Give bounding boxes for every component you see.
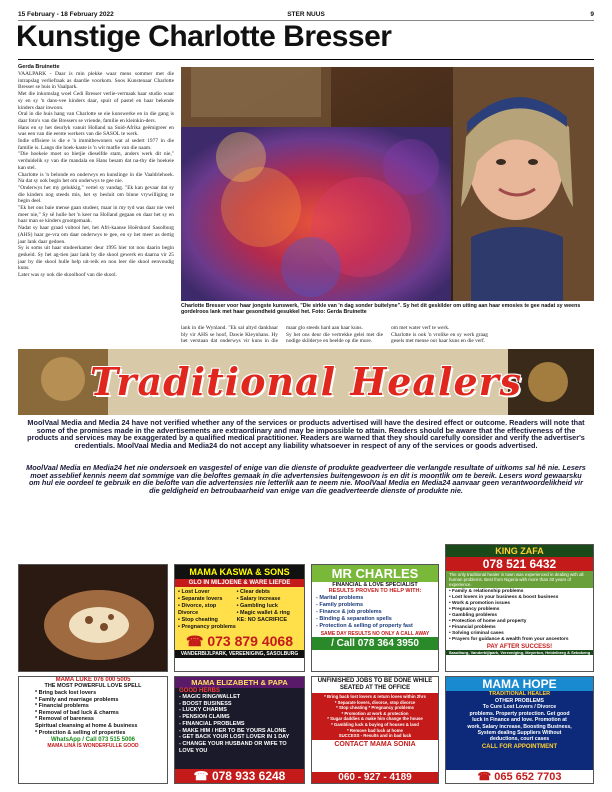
service-item: Spiritual cleansing at home & business bbox=[35, 722, 138, 729]
service-item: SUCCESS - Results and in bad luck bbox=[338, 733, 412, 739]
service-item: * Promotion at work & protection bbox=[341, 710, 409, 716]
article-paragraph: Indie offisiere is die e 'n immitbewoners wat al sedert 1977 in die familie is. Langs die hoek-kaste is 'n wit matfie van die naam. bbox=[18, 138, 174, 151]
kaswa-subtitle: GLO IN MILJOENE & WARE LIEFDE bbox=[175, 579, 304, 587]
article-paragraph: Met die inkomslag woel Cedi Bresser verlie-vermaak haar studio waar sy en sy 'n dans-vee kinders daar, spuit of pastel en haar bekende kinders daar inwoon. bbox=[18, 91, 174, 111]
service-item: - GET BACK YOUR LOST LOVER IN 1 DAY bbox=[179, 734, 290, 741]
luke-subtitle: THE MOST POWERFUL LOVE SPELL bbox=[44, 683, 142, 689]
traditional-healers-banner bbox=[18, 349, 594, 415]
zafa-area: Sasolburg, Vanderbijlpark, Vereeniging, Meyerton, Heidelberg & Sebokeng bbox=[446, 650, 593, 655]
elizabeth-phone[interactable]: ☎ 078 933 6248 bbox=[175, 769, 304, 783]
photo-caption: Charlotte Bresser voor haar jongste kunswerk, "Die sirkle van 'n dag sonder buitelyne". Sy het dit geskilder om uiting aan haar emosies te gee nadat sy weens gordelroos lank met haar gesondheid gesukkel het. Foto: Gerda Bruinette bbox=[181, 303, 581, 316]
service-item: - MAKE HIM / HER TO BE YOURS ALONE bbox=[179, 727, 287, 734]
charles-subtitle: FINANCIAL & LOVE SPECIALIST bbox=[332, 582, 418, 588]
zafa-services bbox=[446, 588, 593, 644]
article-column-2 bbox=[181, 325, 278, 345]
service-item: • Stop cheating bbox=[178, 617, 218, 623]
article-photo bbox=[181, 67, 594, 301]
charles-tag: RESULTS PROVEN TO HELP WITH: bbox=[328, 588, 422, 594]
zafa-intro: The only traditional healer in town was experienced in dealing with all human problems. Best from Nigeria with more than 30 years of experience. bbox=[446, 571, 593, 588]
article-column-3 bbox=[286, 325, 383, 345]
banner-title: Traditional Healers bbox=[89, 359, 523, 404]
service-item: * Protection & selling of properties bbox=[35, 729, 126, 736]
service-item: * Family and marriage problems bbox=[35, 696, 119, 703]
service-item: * Financial problems bbox=[35, 703, 89, 710]
luke-title: MAMA LUKE 076 000 5005 bbox=[55, 677, 131, 683]
ad-mama-hope bbox=[445, 676, 594, 784]
sonia-services bbox=[312, 693, 438, 740]
article-paragraph: Nadat sy haar graad voltooi het, het Afri-kaanse Hoërskool Sasolburg (AHS) haar ge-vra om daar onderwys te gee, en sy het meer as dertig jaar lank daar gedoen. bbox=[18, 225, 174, 245]
service-item: - CHANGE YOUR HUSBAND OR WIFE TO LOVE YOU bbox=[179, 740, 287, 754]
service-item: - Marital problems bbox=[316, 595, 364, 601]
service-item: * Bring back lost lovers & return loves within 2hrs bbox=[324, 694, 426, 699]
service-item: luck in Finance and love. Promotion at bbox=[472, 717, 567, 724]
service-item: * Removal of bareness bbox=[35, 716, 94, 723]
article-paragraph: Oral in die huis hang van Charlotte se eie kunswerke en in die gang is daar foto's van die Bressers se vriende, familie en kleinkin-ders. bbox=[18, 111, 174, 124]
article-paragraph: lank in die Wynland. "Ek sal altyd dankbaar bly vir AHS se hoof, Dawie Kleynhans. Hy het verstaan dat onderwys vir kuns in die bbox=[181, 325, 278, 345]
luke-phone[interactable]: WhatsApp / Call 073 515 5006 bbox=[50, 737, 136, 744]
issue-date: 15 February - 18 February 2022 bbox=[18, 11, 114, 18]
elizabeth-services bbox=[175, 694, 304, 754]
elizabeth-subtitle: GOOD HERBS bbox=[179, 688, 221, 694]
sonia-title: UNFINISHED JOBS TO BE DONE WHILE SEATED AT THE OFFICE bbox=[317, 678, 433, 691]
article-column-1 bbox=[18, 71, 174, 343]
disclaimer-afrikaans: MoolVaal Media en Media24 het nie ondersoek en vasgestel of enige van die dienste of produkte geadverteer die verlangde resultate of uitkoms sal hê nie. Lesers moet asseblief kennis neem dat sommige van die beloftes gemaak in die advertensies buitengewoon is en dit is moontlik om te bereik. Lesers word gewaarsku om hul eie oordeel te gebruik en die belofte van die advertensies nie letterlik aan te neem nie. MoolVaal Media en Media24 aanvaar geen verantwoordelikheid vir die geldigheid en betroubaarheid van enige van die geadverteerde dienste of produkte nie. bbox=[26, 463, 586, 495]
article-column-4 bbox=[391, 325, 488, 345]
service-item: deductions, court cases bbox=[489, 736, 550, 743]
ad-mama-elizabeth bbox=[174, 676, 305, 784]
service-item: * Stop cheating * Pregnancy problems bbox=[336, 705, 414, 711]
kaswa-address: VANDERBIJLPARK, VEREENIGING, SASOLBURG bbox=[175, 650, 304, 658]
ad-healer-photo bbox=[18, 564, 168, 672]
article-paragraph: "Die hoekeie moet so bietjie dieselfde stam, anders werk dit nie," verduidelik sy van die mandala en Hans besam dat na-thy die hoekeie kan stel. bbox=[18, 151, 174, 171]
hope-phone[interactable]: ☎ 065 652 7703 bbox=[446, 770, 593, 783]
hope-services bbox=[446, 697, 593, 744]
hope-title: MAMA HOPE bbox=[446, 677, 593, 691]
zafa-title: KING ZAFA bbox=[446, 545, 593, 557]
service-item: - PENSION CLAIMS bbox=[179, 714, 230, 721]
service-item: - FINANCIAL PROBLEMS bbox=[179, 720, 245, 727]
service-item: • Divorce, stop Divorce bbox=[178, 603, 217, 616]
zafa-foot: PAY AFTER SUCCESS! bbox=[486, 644, 553, 650]
paper-name: STER NUUS bbox=[287, 11, 325, 18]
hope-sub: TRADITIONAL HEALER bbox=[488, 691, 551, 697]
headline-rule bbox=[18, 59, 594, 60]
service-item: OTHER PROBLEMS bbox=[495, 698, 544, 704]
photo-charlotte-painting bbox=[181, 67, 594, 301]
ad-mama-sonia bbox=[311, 676, 439, 784]
service-item: * Bring back lost lovers bbox=[35, 690, 97, 696]
article-column-5 bbox=[496, 325, 594, 345]
service-item: • Pregnancy problems bbox=[178, 624, 236, 630]
charles-services bbox=[312, 594, 438, 631]
sonia-contact: CONTACT MAMA SONIA bbox=[334, 740, 416, 748]
article-paragraph: "Onderwys het my gelukkig," vertel sy vandag. "Ek kan gevaar dat sy die kinders nog steeds mis, het sy besluit om binne vrywilliging te begin deel. bbox=[18, 184, 174, 205]
service-item: • Family & relationship problems bbox=[449, 589, 524, 594]
service-item: - Family problems bbox=[316, 602, 364, 608]
byline: Gerda Bruinette bbox=[18, 64, 60, 70]
ad-mr-charles bbox=[311, 564, 439, 672]
article-paragraph: maar glo steeds hard aan haar kuns. bbox=[286, 325, 363, 331]
service-item: * Sugar daddies & make him change the house bbox=[327, 716, 423, 722]
charles-phone[interactable]: / Call 078 364 3950 bbox=[312, 637, 438, 650]
hope-call: CALL FOR APPOINTMENT bbox=[481, 743, 558, 750]
service-item: • Work & promotion issues bbox=[449, 601, 511, 606]
elizabeth-title: MAMA ELIZABETH & PAPA bbox=[175, 677, 304, 688]
sonia-phone[interactable]: 060 - 927 - 4189 bbox=[312, 772, 438, 783]
article-paragraph: Hans en sy het deurlyk vanuit Holland na Suid-Afrika geëmigreer en was een van die eerste werkers van die SASOL te werk. bbox=[18, 124, 174, 138]
service-item: work, Salary increase, Boosting Business, bbox=[467, 723, 572, 730]
article-paragraph: Charlotte is ook 'n vrolike en sy werk graag gesels met mense oor haar kuns en die verf. bbox=[391, 331, 488, 345]
service-item: - BOOST BUSINESS bbox=[179, 700, 232, 707]
service-item: KE: NO SACRIFICE bbox=[236, 617, 287, 623]
service-item: • Salary increase bbox=[236, 596, 281, 602]
article-paragraph: Later was sy ook die skoolhoof van die skool. bbox=[18, 272, 117, 279]
service-item: • Gambling problems bbox=[449, 613, 498, 618]
service-item: • Clear debts bbox=[236, 589, 270, 595]
kaswa-title: MAMA KASWA & SONS bbox=[175, 565, 304, 579]
article-paragraph: Charlotte is 'n belonde en onderwys en kunslinge in die Vaaldriehoek. Na dat sy ook begin het om onderwys te gee nie. bbox=[18, 171, 174, 185]
zafa-phone[interactable]: 078 521 6432 bbox=[446, 557, 593, 571]
article-paragraph: om met water verf te werk. bbox=[391, 325, 450, 331]
service-item: • Gambling luck bbox=[236, 603, 278, 609]
article-paragraph: Sy is soms uit haar studeerkamer deur 1995 hier tot nou daarin begin geskeid. Sy het ag-tien jaar lank by die skool gewerk en daarna vir 25 jaar by die skool hulle help uit-reik en nou leer die skool eenvoudig kuns. bbox=[18, 245, 174, 272]
service-item: • Lost lovers in your business & boost business bbox=[449, 595, 559, 600]
service-item: - Protection & selling of property fast bbox=[316, 623, 413, 629]
article-paragraph: VAALPARK - Daar is min plekke waar mens sommer met die intrapslag verliefraak as daardie voorkom. Soos Kunstenaar Charlotte Bresser se huis in Vaalpark. bbox=[18, 71, 174, 91]
service-item: * Gambling luck & buying of houses & land bbox=[331, 721, 419, 727]
service-item: - LUCKY CHARMS bbox=[179, 707, 227, 714]
kaswa-services-right bbox=[237, 589, 301, 631]
service-item: • Financial problems bbox=[449, 625, 496, 630]
service-item: • Lost Lover bbox=[178, 589, 210, 595]
charles-note: SAME DAY RESULTS NO ONLY A CALL AWAY bbox=[320, 631, 430, 637]
luke-services bbox=[19, 689, 167, 737]
service-item: • Separate lovers bbox=[178, 596, 223, 602]
ad-mama-kaswa bbox=[174, 564, 305, 672]
headline: Kunstige Charlotte Bresser bbox=[16, 20, 392, 53]
article-paragraph: "Ek het ons baie mense gaan studeer, maar in my tyd was daar nie veel meer nie," Sy sê hulle het 'n keer na Holland gegaan en daar het sy en haar man se kinders grootgemaak. bbox=[18, 205, 174, 225]
kaswa-services-left bbox=[178, 589, 237, 631]
service-item: • Protection of home and property bbox=[449, 619, 527, 624]
service-item: - Binding & separation spells bbox=[316, 616, 392, 622]
service-item: - Finance & job problems bbox=[316, 609, 382, 615]
kaswa-phone[interactable]: ☎ 073 879 4068 bbox=[175, 633, 304, 650]
healer-hands-image bbox=[19, 565, 168, 672]
service-item: problems. Property protection. Get good bbox=[469, 710, 570, 717]
service-item: * Remove bad luck at home bbox=[347, 727, 403, 733]
disclaimer-english: MoolVaal Media and Media 24 have not verified whether any of the services or products advertised will have the desired effect or outcome. Readers will note that some of the promises made in the advertisements are extraordinary and may be impossible to attain. Readers should be aware that the effectiveness of the products and services may be exaggerated by a qualified medical practitioner. Readers are warned that they should carefully consider and verify the advertiser's credentials. MoolVaal Media and Media24 do not accept any liability whatsoever in respect of any of the services or goods advertised. bbox=[27, 418, 585, 450]
service-item: • Prayers for guidance & wealth from your ancestors bbox=[449, 637, 569, 642]
service-item: * Separate lovers, divorce, stop divorce bbox=[334, 699, 416, 705]
charles-title: MR CHARLES bbox=[312, 565, 438, 582]
ad-mama-luke bbox=[18, 676, 168, 784]
service-item: System dealing Suppliers Without bbox=[477, 730, 562, 737]
service-item: • Solving criminal cases bbox=[449, 631, 504, 636]
service-item: • Magic wallet & ring bbox=[236, 610, 290, 616]
service-item: • Pregnancy problems bbox=[449, 607, 500, 612]
page-number: 9 bbox=[590, 11, 594, 18]
ad-king-zafa bbox=[445, 544, 594, 672]
service-item: * Removal of bad luck & charms bbox=[35, 709, 119, 716]
service-item: To Cure Lost Lovers / Divorce bbox=[482, 704, 557, 711]
article-paragraph: Sy het ons deur die vertrekke gelei met die nodige skilderye en beelde op die mure. bbox=[286, 331, 383, 345]
luke-foot: MAMA LINA IS WONDERFULLE GOOD bbox=[47, 743, 139, 750]
service-item: - MAGIC RING/WALLET bbox=[179, 694, 241, 700]
